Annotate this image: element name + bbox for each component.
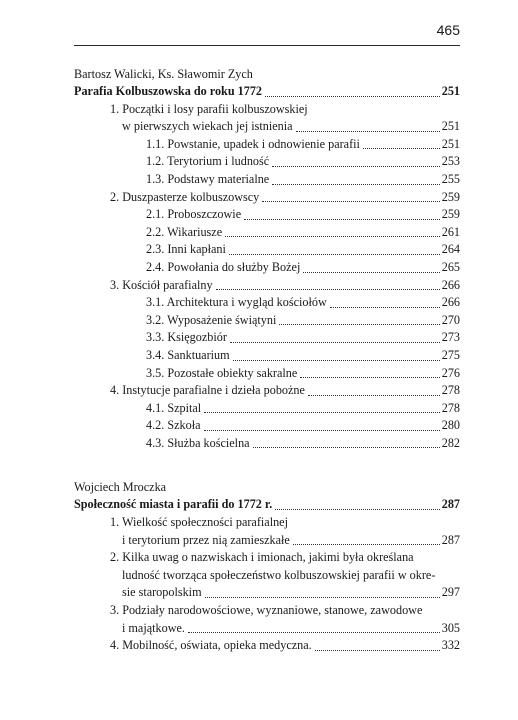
toc-entry[interactable] [74, 549, 460, 602]
entry-line: 2. Kilka uwag o nazwiskach i imionach, jakimi była określana [110, 550, 414, 565]
entry-page-number: 264 [441, 242, 460, 257]
toc-entry[interactable] [74, 153, 460, 171]
entry-title: 4.1. Szpital [146, 400, 202, 415]
entry-line: 1. Początki i losy parafii kolbuszowskiej [110, 101, 308, 116]
entry-title: i majątkowe. [122, 620, 185, 635]
toc-entry[interactable] [74, 294, 460, 312]
toc-entry[interactable] [74, 259, 460, 277]
toc-entry[interactable] [74, 400, 460, 418]
dot-leader [205, 597, 440, 598]
entry-page-number: 297 [441, 585, 460, 600]
chapter-title-entry[interactable] [74, 496, 460, 514]
entry-title: 3.1. Architektura i wygląd kościołów [146, 295, 327, 310]
entry-page-number: 276 [441, 365, 460, 380]
toc-entry[interactable] [74, 347, 460, 365]
entry-title: 4. Instytucje parafialne i dzieła pobożne [110, 383, 305, 398]
dot-leader [188, 632, 440, 633]
entry-title: i terytorium przez nią zamieszkałe [122, 532, 290, 547]
dot-leader [229, 254, 440, 255]
dot-leader [279, 324, 439, 325]
dot-leader [300, 377, 439, 378]
toc-entry[interactable] [74, 417, 460, 435]
entry-page-number: 280 [441, 418, 460, 433]
entry-page-number: 278 [441, 383, 460, 398]
entry-title: w pierwszych wiekach jej istnienia [122, 119, 293, 134]
toc-entry[interactable] [74, 277, 460, 295]
dot-leader [363, 148, 440, 149]
entry-title: 1.3. Podstawy materialne [146, 171, 270, 186]
section-author: Bartosz Walicki, Ks. Sławomir Zych [74, 67, 253, 81]
toc-entry[interactable] [74, 241, 460, 259]
section-author: Wojciech Mroczka [74, 480, 167, 495]
entry-title: 4.2. Szkoła [146, 418, 201, 433]
entry-page-number: 282 [441, 435, 460, 450]
chapter-page-number: 287 [441, 497, 460, 512]
chapter-title: Społeczność miasta i parafii do 1772 r. [74, 497, 273, 512]
dot-leader [262, 201, 439, 202]
dot-leader [330, 307, 440, 308]
entry-page-number: 251 [441, 136, 460, 151]
entry-page-number: 253 [441, 154, 460, 169]
dot-leader [265, 96, 440, 97]
table-of-contents [74, 66, 460, 655]
entry-title: 2.3. Inni kapłani [146, 242, 226, 257]
entry-title: 2.1. Proboszczowie [146, 207, 242, 222]
entry-title: 2.4. Powołania do służby Bożej [146, 259, 301, 274]
header-rule [74, 45, 460, 46]
toc-entry[interactable] [74, 206, 460, 224]
dot-leader [230, 342, 440, 343]
entry-page-number: 278 [441, 400, 460, 415]
dot-leader [233, 360, 440, 361]
chapter-title: Parafia Kolbuszowska do roku 1772 [74, 84, 263, 98]
toc-entry[interactable] [74, 382, 460, 400]
entry-page-number: 287 [441, 532, 460, 547]
entry-page-number: 266 [441, 277, 460, 292]
entry-title: 1.2. Terytorium i ludność [146, 154, 270, 169]
toc-entry[interactable] [74, 365, 460, 383]
toc-entry[interactable] [74, 189, 460, 207]
dot-leader [315, 650, 440, 651]
dot-leader [253, 447, 440, 448]
entry-page-number: 305 [441, 620, 460, 635]
dot-leader [308, 395, 440, 396]
dot-leader [272, 166, 440, 167]
entry-page-number: 270 [441, 312, 460, 327]
toc-entry[interactable] [74, 514, 460, 549]
entry-title: 4.3. Służba kościelna [146, 435, 250, 450]
entry-line: ludność tworząca społeczeństwo kolbuszowskiej parafii w okre- [122, 567, 436, 582]
entry-title: 2.2. Wikariusze [146, 224, 223, 239]
dot-leader [293, 544, 440, 545]
chapter-page-number: 251 [441, 84, 460, 98]
dot-leader [272, 184, 440, 185]
entry-page-number: 251 [441, 119, 460, 134]
toc-entry[interactable] [74, 329, 460, 347]
entry-page-number: 332 [441, 638, 460, 653]
dot-leader [225, 236, 440, 237]
entry-page-number: 259 [441, 207, 460, 222]
entry-page-number: 265 [441, 259, 460, 274]
toc-entry[interactable] [74, 637, 460, 655]
entry-line: 3. Podziały narodowościowe, wyznaniowe, stanowe, zawodowe [110, 603, 423, 618]
entry-title: 3.2. Wyposażenie świątyni [146, 312, 277, 327]
page-number: 465 [436, 22, 460, 38]
entry-title: 3.3. Księgozbiór [146, 330, 227, 345]
entry-page-number: 259 [441, 189, 460, 204]
entry-title: 1.1. Powstanie, upadek i odnowienie parafii [146, 136, 360, 151]
entry-title: 2. Duszpasterze kolbuszowscy [110, 189, 260, 204]
chapter-title-entry[interactable] [74, 83, 460, 101]
entry-title: 3.4. Sanktuarium [146, 347, 230, 362]
toc-entry[interactable] [74, 435, 460, 453]
toc-entry[interactable] [74, 224, 460, 242]
dot-leader [216, 289, 440, 290]
entry-line: 1. Wielkość społeczności parafialnej [110, 515, 288, 530]
dot-leader [244, 219, 440, 220]
dot-leader [296, 131, 440, 132]
toc-entry[interactable] [74, 312, 460, 330]
dot-leader [204, 412, 440, 413]
entry-title: sie staropolskim [122, 585, 202, 600]
toc-section [74, 479, 460, 654]
entry-page-number: 275 [441, 347, 460, 362]
dot-leader [204, 430, 440, 431]
dot-leader [303, 272, 439, 273]
toc-section [74, 66, 460, 452]
entry-page-number: 273 [441, 330, 460, 345]
toc-entry[interactable] [74, 602, 460, 637]
entry-page-number: 261 [441, 224, 460, 239]
toc-entry[interactable] [74, 171, 460, 189]
entry-title: 4. Mobilność, oświata, opieka medyczna. [110, 638, 312, 653]
entry-title: 3.5. Pozostałe obiekty sakralne [146, 365, 298, 380]
entry-page-number: 255 [441, 171, 460, 186]
entry-title: 3. Kościół parafialny [110, 277, 213, 292]
toc-entry[interactable] [74, 101, 460, 136]
toc-entry[interactable] [74, 136, 460, 154]
entry-page-number: 266 [441, 295, 460, 310]
dot-leader [275, 509, 439, 510]
